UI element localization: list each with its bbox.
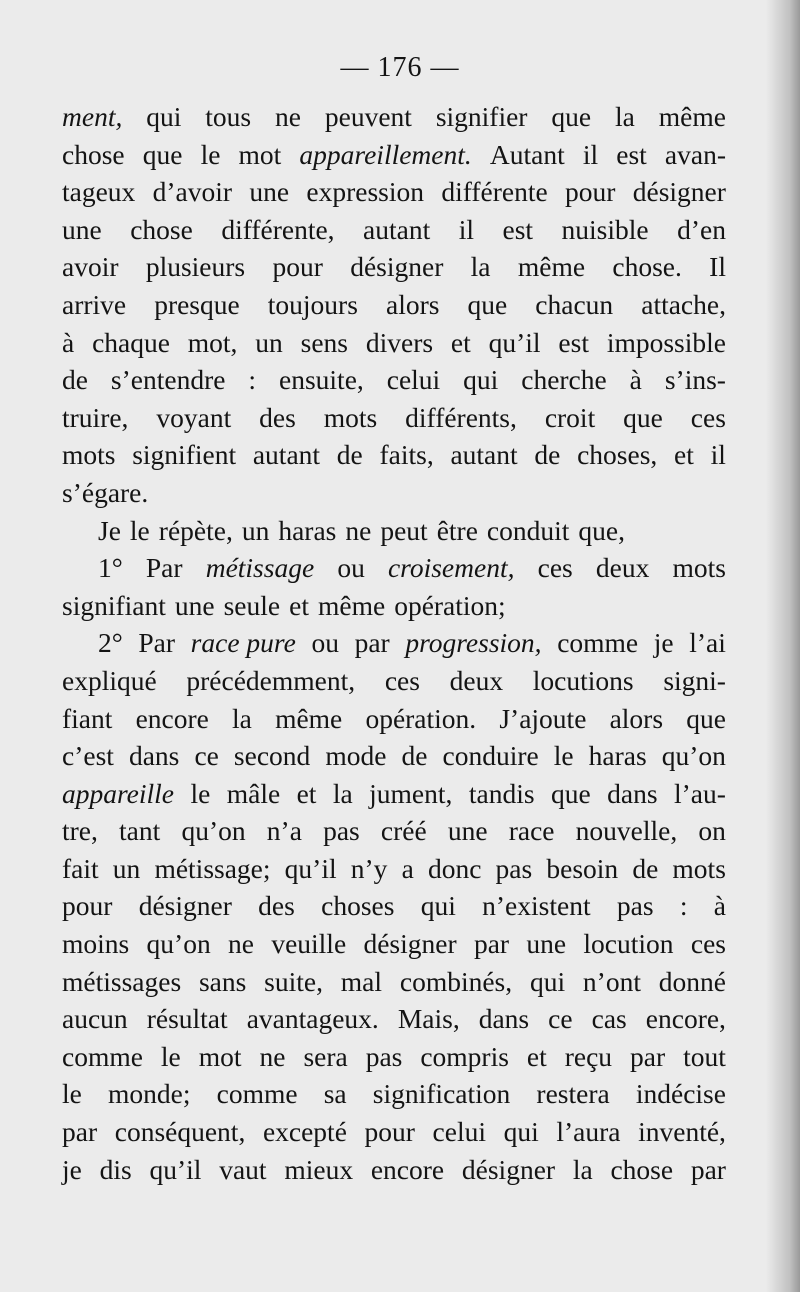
word: cherche [521,364,607,396]
word: désigner [461,1153,556,1185]
word: qui [420,890,456,922]
word: la [332,777,353,809]
word: autant [450,439,518,471]
word: besoin [546,852,619,884]
word: signifier [435,101,528,132]
word: le [200,138,221,170]
word: d’en [677,213,726,245]
word: sera [303,1040,348,1072]
word: opération. [365,702,477,734]
word: compris [420,1040,509,1072]
word: pour [364,1116,415,1148]
word: créé [380,815,427,847]
word: même [517,251,586,283]
word: mots [323,401,378,433]
word: donc [427,852,482,884]
word: désigner [350,251,444,283]
word: que [623,401,663,433]
text-line [62,512,726,550]
word: et [289,589,309,621]
word: même [275,702,343,734]
word: avantageux. [246,1003,379,1035]
word: avan- [664,138,726,170]
word: deux [595,552,650,584]
word: signification [372,1078,511,1110]
word: même [317,589,386,621]
word: une [249,176,290,208]
word: le [190,777,211,809]
word: fait [62,852,99,884]
word: sans [198,965,247,997]
word: par [354,627,390,659]
word: un [255,326,283,358]
word: l’au- [673,777,726,809]
word: que, [578,514,625,546]
word: par [630,1040,666,1072]
word: dans [478,1003,530,1035]
text-line [62,324,726,362]
word: le [553,740,574,772]
text-line [62,963,726,1001]
word: je [62,1153,82,1185]
word: donné [658,965,726,997]
word: truire, [62,401,129,433]
word: peut [380,514,428,546]
word: chose. [612,251,682,283]
word: expression [306,176,425,208]
word: ou [337,552,365,584]
word: arrive [62,288,127,320]
word: l’ai [689,627,726,659]
word: presque [154,288,240,320]
word: qu’il [149,1153,202,1185]
word: jument, [369,777,453,809]
word: des [259,401,296,433]
word: tandis [468,777,535,809]
word: voyant [156,401,232,433]
word: différente, [221,213,335,245]
text-line [62,775,726,813]
word: Par [145,552,183,584]
word: la [572,1153,593,1185]
word: 2° [98,627,123,659]
word: et [450,326,471,358]
word: chacun [535,288,614,320]
word: autant [252,439,321,471]
word: choses [321,890,395,922]
word: mot [238,138,282,170]
word: désigner [363,928,457,960]
word: haras [278,514,337,546]
word: haras [588,740,647,772]
text-line [62,549,726,587]
word: à [62,326,75,358]
page-number: — 176 — [340,52,460,83]
word: pour [62,890,113,922]
word: mots [672,552,726,584]
word: que [142,138,183,170]
word: vaut [219,1153,267,1185]
word: attache, [641,288,726,320]
word: avoir [62,251,119,283]
text-line [62,211,726,249]
word: par [473,928,510,960]
word: précédemment, [186,664,356,696]
word: sens [300,326,348,358]
word: indécise [635,1078,726,1110]
text-line [62,700,726,738]
word: ensuite, [279,364,364,396]
word: reçu [564,1040,613,1072]
word: tageux [62,176,136,208]
word: pas [495,852,533,884]
word: une [447,815,488,847]
word: toujours [267,288,358,320]
text-line [62,662,726,700]
word: de [401,740,428,772]
word: que [550,777,591,809]
word: alors [609,702,664,734]
word: inventé, [638,1116,726,1148]
word: qu’il [284,852,337,884]
word: c’est [62,740,114,772]
word: une [174,589,215,621]
word: n’existent [482,890,591,922]
word: chose [610,1153,674,1185]
word: : [248,364,257,396]
word: conduire [442,740,539,772]
word: aucun [62,1003,128,1035]
word: mâle [226,777,281,809]
word: signifiant [62,589,166,621]
word: et [674,439,694,471]
text-line [62,812,726,850]
word: différente [441,176,548,208]
word: s’égare. [62,476,149,508]
text-line [62,286,726,324]
word: ne [259,1040,286,1072]
word: croisement, [387,552,515,584]
word: race [508,815,555,847]
word: à [629,364,642,396]
word: la [614,101,635,132]
text-line [62,1113,726,1151]
word: il [458,213,475,245]
word: la [232,702,252,734]
word: ce [548,1003,573,1035]
word: mieux [284,1153,354,1185]
word: de [534,439,561,471]
word: ces [690,401,726,433]
text-line [62,361,726,399]
word: monde; [108,1078,191,1110]
word: locutions [532,664,634,696]
word: signi- [663,664,726,696]
word: impossible [606,326,726,358]
word: mot, [187,326,238,358]
word: Il [709,251,726,283]
word: celui [386,364,441,396]
word: des [258,890,295,922]
word: métissage [205,552,315,584]
word: appareille [62,777,175,809]
word: restera [536,1078,610,1110]
word: que [467,288,508,320]
word: dis [99,1153,132,1185]
word: à [713,890,726,922]
word: moins [62,928,130,960]
word: métissage; [154,852,271,884]
word: être [436,514,478,546]
word: locution [583,928,674,960]
text-line [62,850,726,888]
word: le [129,514,150,546]
word: comme [62,1040,143,1072]
word: progression, [405,627,542,659]
word: même [658,101,726,132]
word: qu’on [181,815,246,847]
word: pas [365,1040,403,1072]
word: de [336,439,363,471]
word: ment, [62,101,123,132]
word: plusieurs [145,251,246,283]
word: et [296,777,317,809]
word: Je [98,514,121,546]
word: sa [323,1078,347,1110]
word: répète, [158,514,233,546]
word: tre, [62,815,98,847]
word: ces [384,664,420,696]
word: et [526,1040,547,1072]
word: métissages [62,965,182,997]
word: encore [370,1153,445,1185]
word: est [616,138,647,170]
word: mode [325,740,387,772]
word: tous [205,101,252,132]
word: mots [62,439,116,471]
word: choses, [577,439,658,471]
text-line [62,1075,726,1113]
text-line [62,887,726,925]
word: tant [119,815,161,847]
word: veuille [271,928,347,960]
word: excepté [262,1116,347,1148]
word: nouvelle, [575,815,678,847]
word: : [679,890,688,922]
word: nuisible [561,213,649,245]
word: que [686,702,726,734]
word: résultat [146,1003,228,1035]
text-line [62,474,726,512]
word: appareillement. [299,138,472,170]
word: second [233,740,311,772]
word: est [502,213,534,245]
word: deux [449,664,504,696]
text-line [62,1151,726,1189]
word: Mais, [397,1003,460,1035]
word: la [470,251,491,283]
word: a [401,852,414,884]
word: d’avoir [152,176,233,208]
word: n’ont [582,965,641,997]
word: une [526,928,567,960]
word: celui [432,1116,486,1148]
word: conséquent, [114,1116,246,1148]
page-edge-shadow [766,0,800,1292]
word: mot [198,1040,242,1072]
word: ne [275,101,301,132]
word: un [112,852,141,884]
word: je [653,627,674,659]
text-line [62,1000,726,1038]
word: un [241,514,270,546]
word: 1° [98,552,123,584]
word: mots [672,852,726,884]
text-line [62,1038,726,1076]
word: ne [345,514,372,546]
word: combinés, [399,965,513,997]
text-line [62,399,726,437]
word: faits, [379,439,434,471]
word: conduit [486,514,570,546]
word: que [551,101,592,132]
text-line [62,98,726,136]
word: ces [690,928,726,960]
word: signifient [132,439,237,471]
word: race pure [190,627,296,659]
word: autant [363,213,431,245]
word: mal [340,965,383,997]
word: J’ajoute [499,702,587,734]
word: Autant [489,138,565,170]
word: qu’on [661,740,726,772]
word: alors [385,288,440,320]
word: Par [138,627,176,659]
word: une [62,213,102,245]
text-line [62,248,726,286]
word: divers [365,326,434,358]
word: le [62,1078,82,1110]
word: il [582,138,599,170]
word: qui [503,1116,539,1148]
word: opération; [394,589,506,621]
word: chose [130,213,193,245]
word: expliqué [62,664,157,696]
word: est [558,326,589,358]
word: pas [323,815,360,847]
word: n’a [266,815,302,847]
word: cas [591,1003,627,1035]
word: s’entendre [110,364,226,396]
body-text [62,98,726,1188]
word: pour [272,251,323,283]
word: qu’on [146,928,211,960]
text-line [62,436,726,474]
text-line [62,136,726,174]
word: désigner [138,890,232,922]
word: qui [529,965,566,997]
word: n’y [350,852,388,884]
word: ne [228,928,254,960]
word: tout [683,1040,726,1072]
word: croit [544,401,596,433]
text-line [62,624,726,662]
text-line [62,737,726,775]
word: on [698,815,726,847]
text-line [62,925,726,963]
word: ou [311,627,339,659]
word: pas [616,890,654,922]
word: de [62,364,88,396]
word: chose [62,138,125,170]
word: s’ins- [664,364,726,396]
word: l’aura [556,1116,621,1148]
word: désigner [632,176,726,208]
word: fiant [62,702,113,734]
word: seule [223,589,281,621]
word: qui [463,364,499,396]
word: suite, [264,965,323,997]
word: encore, [645,1003,726,1035]
word: chaque [92,326,170,358]
word: il [710,439,726,471]
word: par [690,1153,726,1185]
word: ces [537,552,573,584]
word: dans [128,740,180,772]
text-line [62,587,726,625]
word: qu’il [488,326,541,358]
word: pour [565,176,616,208]
word: le [160,1040,181,1072]
word: de [632,852,659,884]
word: ce [194,740,219,772]
word: encore [135,702,209,734]
text-line [62,173,726,211]
word: peuvent [324,101,412,132]
word: par [62,1116,98,1148]
word: différents, [405,401,517,433]
word: comme [557,627,639,659]
word: qui [146,101,182,132]
word: dans [607,777,658,809]
word: comme [216,1078,298,1110]
